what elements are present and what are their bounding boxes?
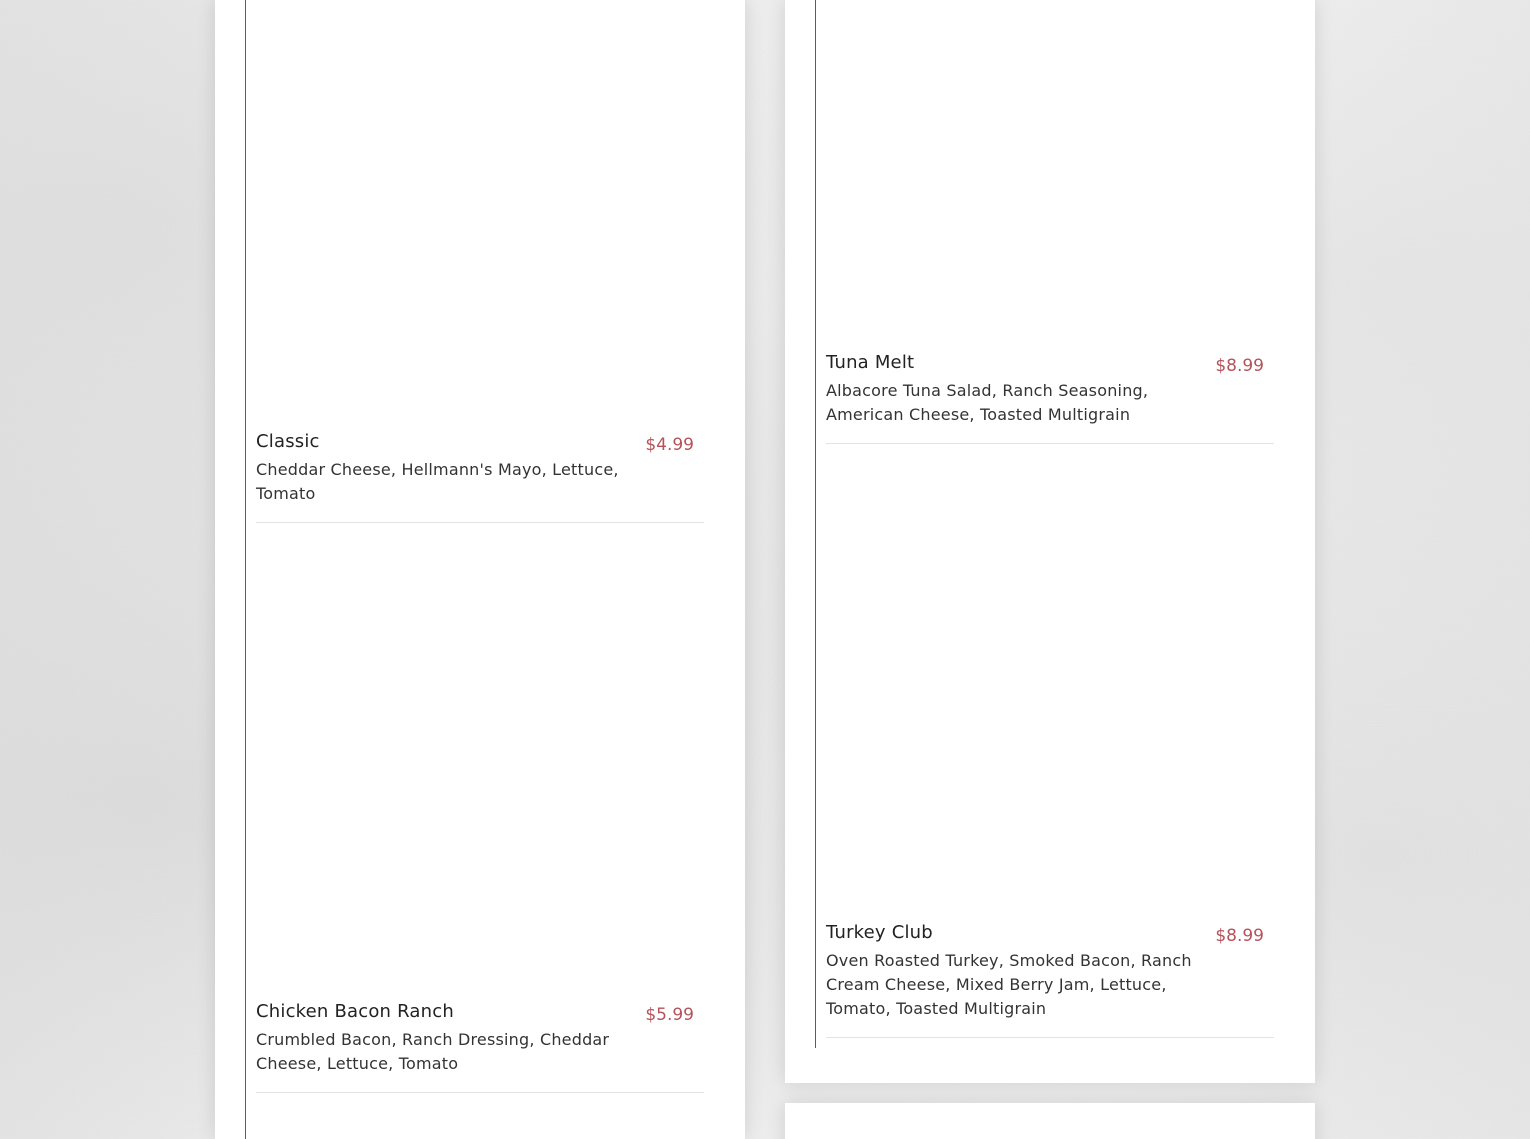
menu-item-tuna-melt[interactable] [826,351,1274,444]
menu-item-description: Albacore Tuna Salad, Ranch Seasoning, American Cheese, Toasted Multigrain [826,381,1149,424]
menu-item-description: Crumbled Bacon, Ranch Dressing, Cheddar Cheese, Lettuce, Tomato [256,1030,610,1073]
menu-item-name: Chicken Bacon Ranch [256,1001,454,1022]
menu-card-left [215,0,745,1139]
menu-accent-line [815,0,816,1048]
menu-card-right [785,0,1315,1083]
menu-item-price: $5.99 [645,1005,694,1025]
menu-item-chicken-bacon-ranch[interactable] [256,1000,704,1093]
menu-item-name: Classic [256,431,320,452]
menu-item-name: Tuna Melt [826,352,915,373]
menu-item-price: $8.99 [1215,356,1264,376]
menu-accent-line [245,0,246,1139]
menu-item-classic[interactable] [256,430,704,523]
menu-item-turkey-club[interactable] [826,921,1274,1038]
menu-card-next [785,1103,1315,1139]
menu-item-price: $4.99 [645,435,694,455]
menu-item-description: Cheddar Cheese, Hellmann's Mayo, Lettuce, Tomato [256,460,619,503]
menu-item-description: Oven Roasted Turkey, Smoked Bacon, Ranch Cream Cheese, Mixed Berry Jam, Lettuce, Tomato, Toasted Multigrain [826,951,1192,1018]
menu-item-price: $8.99 [1215,926,1264,946]
menu-item-name: Turkey Club [826,922,933,943]
